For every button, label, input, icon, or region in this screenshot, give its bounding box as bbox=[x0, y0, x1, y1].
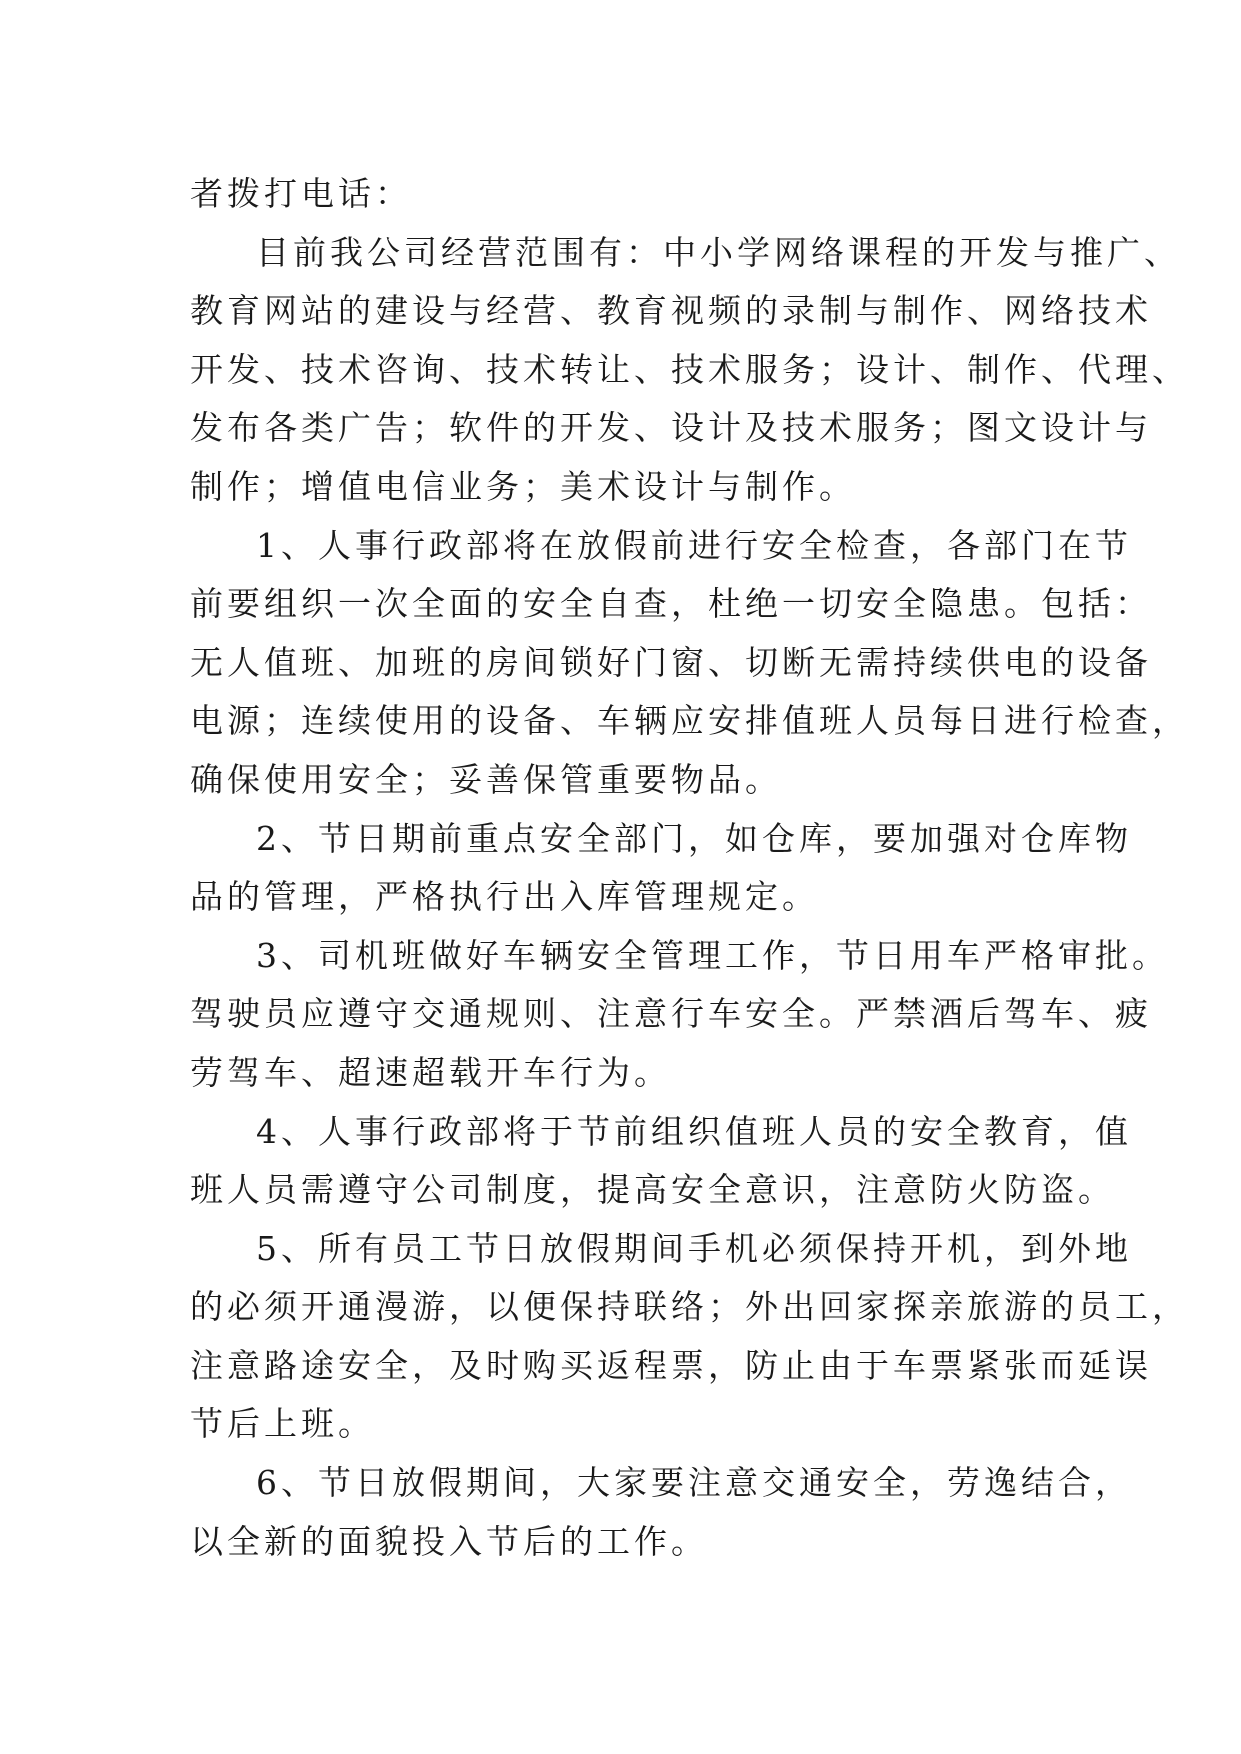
text-line: 开发、技术咨询、技术转让、技术服务；设计、制作、代理、 bbox=[190, 349, 1189, 389]
document-body bbox=[190, 165, 1189, 1571]
text-line: 者拨打电话： bbox=[190, 174, 412, 213]
text-line: 发布各类广告；软件的开发、设计及技术服务；图文设计与 bbox=[190, 408, 1152, 448]
text-line: 教育网站的建设与经营、教育视频的录制与制作、网络技术 bbox=[190, 291, 1152, 331]
text-line: 3、司机班做好车辆安全管理工作，节日用车严格审批。 bbox=[256, 935, 1169, 975]
text-line: 无人值班、加班的房间锁好门窗、切断无需持续供电的设备 bbox=[190, 642, 1152, 682]
text-line: 品的管理，严格执行出入库管理规定。 bbox=[190, 877, 819, 917]
text-line: 目前我公司经营范围有：中小学网络课程的开发与推广、 bbox=[256, 232, 1181, 272]
text-line: 驾驶员应遵守交通规则、注意行车安全。严禁酒后驾车、疲 bbox=[190, 994, 1152, 1034]
text-line: 电源；连续使用的设备、车辆应安排值班人员每日进行检查， bbox=[190, 701, 1189, 741]
text-line: 劳驾车、超速超载开车行为。 bbox=[190, 1052, 671, 1092]
text-line: 节后上班。 bbox=[190, 1404, 375, 1444]
text-line: 班人员需遵守公司制度，提高安全意识，注意防火防盗。 bbox=[190, 1170, 1115, 1210]
text-line: 以全新的面貌投入节后的工作。 bbox=[190, 1521, 708, 1561]
text-line: 4、人事行政部将于节前组织值班人员的安全教育，值 bbox=[256, 1111, 1132, 1151]
text-line: 确保使用安全；妥善保管重要物品。 bbox=[190, 759, 782, 799]
text-line: 前要组织一次全面的安全自查，杜绝一切安全隐患。包括： bbox=[190, 584, 1152, 624]
text-line: 制作；增值电信业务；美术设计与制作。 bbox=[190, 466, 856, 506]
text-line: 的必须开通漫游，以便保持联络；外出回家探亲旅游的员工， bbox=[190, 1287, 1189, 1327]
text-line: 5、所有员工节日放假期间手机必须保持开机，到外地 bbox=[256, 1228, 1132, 1268]
text-line: 6、节日放假期间，大家要注意交通安全，劳逸结合， bbox=[256, 1463, 1132, 1503]
text-line: 1、人事行政部将在放假前进行安全检查，各部门在节 bbox=[256, 525, 1132, 565]
text-line: 注意路途安全，及时购买返程票，防止由于车票紧张而延误 bbox=[190, 1345, 1152, 1385]
text-line: 2、节日期前重点安全部门，如仓库，要加强对仓库物 bbox=[256, 818, 1132, 858]
